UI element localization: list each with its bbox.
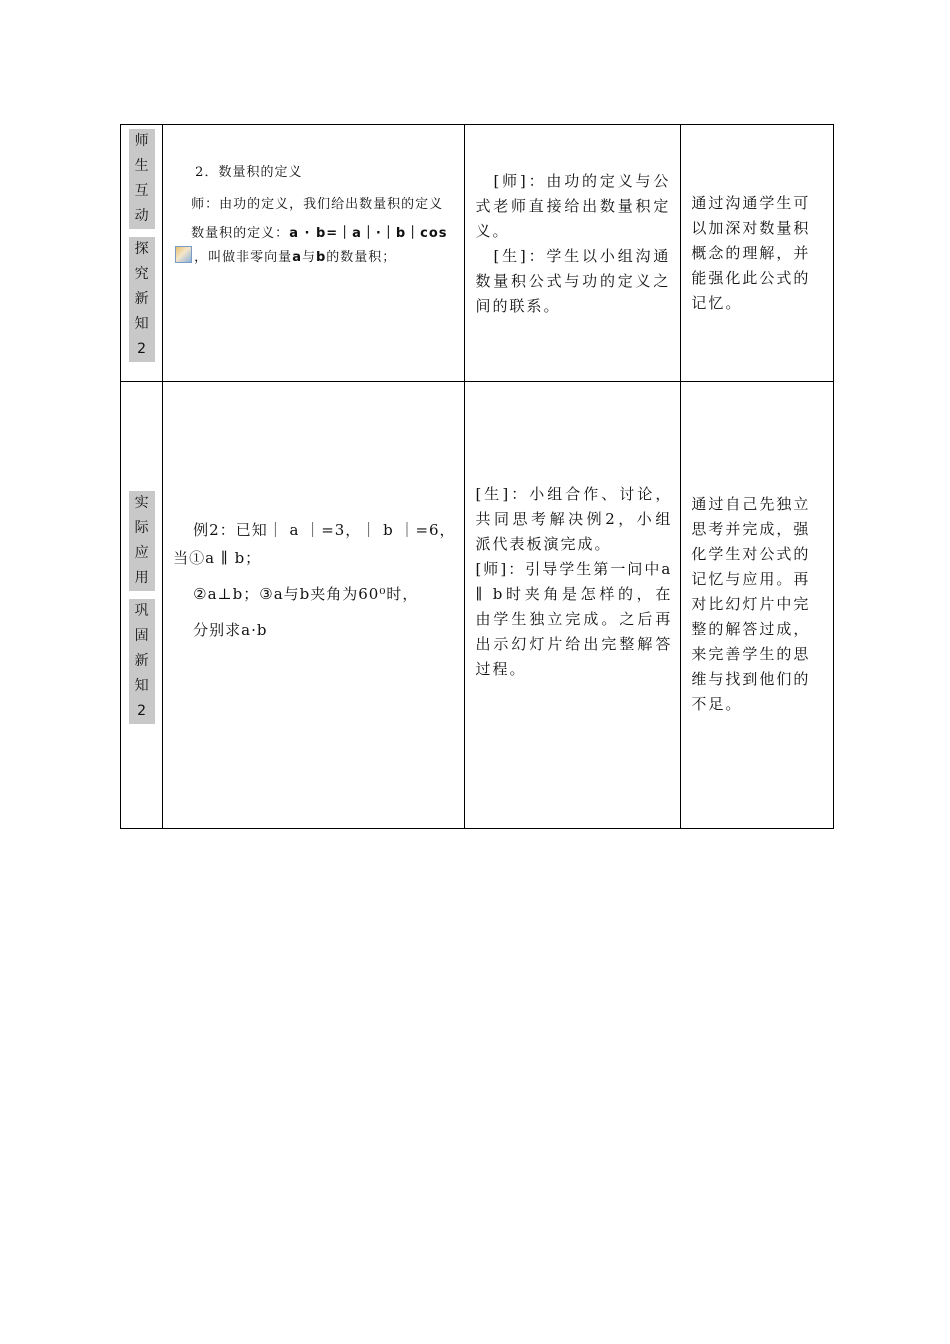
stage-char: 新 <box>134 652 149 669</box>
stage-char: 探 <box>134 241 149 257</box>
stage-gap <box>129 591 155 599</box>
definition-formula: a · b=｜a｜·｜b｜cos <box>289 226 448 241</box>
stage-gap <box>129 229 155 237</box>
design-intent-cell <box>681 382 834 829</box>
vector-b: b <box>315 250 327 265</box>
stage-char: 新 <box>134 291 149 307</box>
stage-char: 应 <box>134 544 149 561</box>
stage-char: 2 <box>137 702 147 719</box>
broken-image-icon <box>175 246 192 263</box>
design-intent-text: 通过沟通学生可以加深对数量积概念的理解，并能强化此公式的记忆。 <box>691 194 811 312</box>
definition-text: 的数量积； <box>326 250 397 265</box>
stage-char: 巩 <box>134 602 149 619</box>
stage-char: 究 <box>134 266 149 282</box>
teacher-activity: [师]：引导学生第一问中a ∥ b时夹角是怎样的，在由学生独立完成。之后再出示幻灯片给出完整解答过程。 <box>475 560 673 678</box>
activity-text <box>475 482 672 682</box>
stage-char: 知 <box>134 677 149 694</box>
student-activity: [生]：学生以小组沟通数量积公式与功的定义之间的联系。 <box>475 247 671 315</box>
definition-text: 与 <box>301 250 316 265</box>
example-line: ②a⊥b；③a与b夹角为60⁰时， <box>193 585 419 603</box>
stage-char: 实 <box>134 494 149 511</box>
content-paragraph: 师：由功的定义，我们给出数量积的定义 <box>191 197 444 212</box>
section-title: 2．数量积的定义 <box>195 165 303 180</box>
activity-cell <box>465 125 681 382</box>
example-problem <box>173 516 456 644</box>
stage-char: 互 <box>134 183 149 199</box>
stage-label-cell <box>121 382 163 829</box>
activity-text <box>475 169 670 319</box>
table-row <box>121 125 834 382</box>
stage-char: 2 <box>137 341 147 357</box>
definition-text: ，叫做非零向量 <box>194 250 293 265</box>
activity-cell <box>465 382 681 829</box>
stage-char: 知 <box>134 316 149 332</box>
stage-label <box>129 491 155 724</box>
stage-char: 际 <box>134 519 149 536</box>
vector-a: a <box>292 250 302 265</box>
stage-char: 动 <box>134 208 149 224</box>
stage-char: 固 <box>134 627 149 644</box>
student-activity: [生]：小组合作、讨论，共同思考解决例2，小组派代表板演完成。 <box>475 485 673 553</box>
stage-char: 用 <box>134 569 149 586</box>
stage-label-cell <box>121 125 163 382</box>
stage-char: 师 <box>134 133 149 149</box>
design-intent-cell <box>681 125 834 382</box>
teaching-content-cell <box>163 125 465 382</box>
lesson-plan-table <box>120 124 834 829</box>
definition-paragraph <box>173 222 456 270</box>
design-intent-text: 通过自己先独立思考并完成，强化学生对公式的记忆与应用。再对比幻灯片中完整的解答过成，来完善学生的思维与找到他们的不足。 <box>691 495 811 713</box>
example-line: 当①a ∥ b； <box>173 549 262 567</box>
definition-label: 数量积的定义： <box>191 226 290 241</box>
stage-label <box>129 129 155 362</box>
table-row <box>121 382 834 829</box>
teaching-content-cell <box>163 382 465 829</box>
example-line: 例2：已知｜ a ｜=3，｜ b ｜=6， <box>193 521 456 539</box>
teacher-activity: [师]：由功的定义与公式老师直接给出数量积定义。 <box>475 172 671 240</box>
stage-char: 生 <box>134 158 149 174</box>
example-line: 分别求a·b <box>193 621 268 639</box>
